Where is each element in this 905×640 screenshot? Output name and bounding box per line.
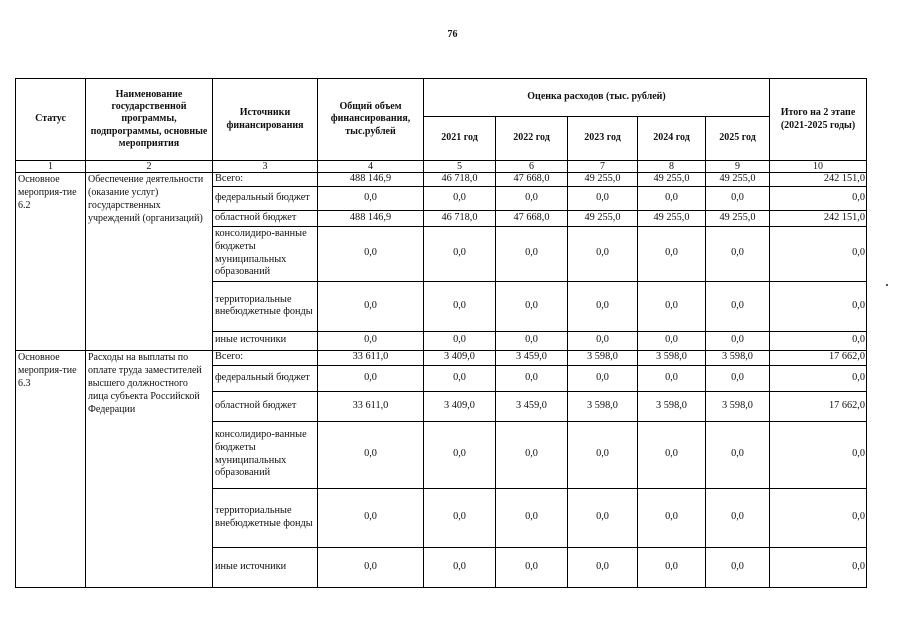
table-row — [16, 173, 867, 187]
header-total: Общий объем финансирования, тыс.рублей — [318, 79, 424, 161]
total-value-cell: 0,0 — [318, 331, 424, 350]
year-value-cell: 0,0 — [706, 281, 770, 331]
header-year-2025: 2025 год — [706, 117, 770, 161]
year-value-cell: 0,0 — [568, 421, 638, 488]
year-value-cell: 49 255,0 — [706, 173, 770, 187]
year-value-cell: 49 255,0 — [638, 173, 706, 187]
expenditure-table — [15, 78, 867, 588]
header-sources: Источники финансирования — [213, 79, 318, 161]
column-number: 3 — [213, 161, 318, 173]
year-value-cell: 46 718,0 — [424, 173, 496, 187]
column-number: 2 — [86, 161, 213, 173]
year-value-cell: 0,0 — [568, 331, 638, 350]
total-value-cell: 33 611,0 — [318, 391, 424, 421]
year-value-cell: 0,0 — [706, 186, 770, 210]
year-value-cell: 0,0 — [424, 421, 496, 488]
header-stage-total: Итого на 2 этапе (2021-2025 годы) — [770, 79, 867, 161]
header-program-name: Наименование государственной программы, подпрограммы, основные мероприятия — [86, 79, 213, 161]
total-value-cell: 0,0 — [318, 421, 424, 488]
stage-total-cell: 0,0 — [770, 421, 867, 488]
year-value-cell: 3 598,0 — [568, 350, 638, 365]
measure-title-cell: Обеспечение деятельности (оказание услуг) государственных учреждений (организаций) — [86, 173, 213, 351]
year-value-cell: 0,0 — [424, 186, 496, 210]
year-value-cell: 47 668,0 — [496, 210, 568, 226]
stage-total-cell: 0,0 — [770, 281, 867, 331]
year-value-cell: 0,0 — [706, 226, 770, 281]
year-value-cell: 3 598,0 — [638, 391, 706, 421]
year-value-cell: 47 668,0 — [496, 173, 568, 187]
column-number: 10 — [770, 161, 867, 173]
stage-total-cell: 0,0 — [770, 226, 867, 281]
total-value-cell: 0,0 — [318, 186, 424, 210]
total-value-cell: 33 611,0 — [318, 350, 424, 365]
header-year-2022: 2022 год — [496, 117, 568, 161]
funding-source-cell: иные источники — [213, 547, 318, 587]
year-value-cell: 0,0 — [638, 488, 706, 547]
total-value-cell: 0,0 — [318, 281, 424, 331]
header-estimate: Оценка расходов (тыс. рублей) — [424, 79, 770, 117]
header-year-2024: 2024 год — [638, 117, 706, 161]
funding-source-cell: иные источники — [213, 331, 318, 350]
year-value-cell: 0,0 — [638, 365, 706, 391]
year-value-cell: 0,0 — [706, 488, 770, 547]
year-value-cell: 3 459,0 — [496, 391, 568, 421]
year-value-cell: 3 598,0 — [706, 350, 770, 365]
year-value-cell: 0,0 — [706, 547, 770, 587]
header-year-2023: 2023 год — [568, 117, 638, 161]
column-number: 9 — [706, 161, 770, 173]
year-value-cell: 3 459,0 — [496, 350, 568, 365]
year-value-cell: 0,0 — [424, 547, 496, 587]
funding-source-cell: Всего: — [213, 350, 318, 365]
funding-source-cell: консолидиро-ванные бюджеты муниципальных образований — [213, 421, 318, 488]
year-value-cell: 0,0 — [424, 365, 496, 391]
stage-total-cell: 0,0 — [770, 331, 867, 350]
total-value-cell: 0,0 — [318, 488, 424, 547]
year-value-cell: 0,0 — [568, 186, 638, 210]
year-value-cell: 0,0 — [638, 226, 706, 281]
page-number: 76 — [447, 29, 458, 40]
stage-total-cell: 0,0 — [770, 488, 867, 547]
year-value-cell: 49 255,0 — [568, 173, 638, 187]
year-value-cell: 0,0 — [424, 226, 496, 281]
funding-source-cell: Всего: — [213, 173, 318, 187]
year-value-cell: 3 598,0 — [706, 391, 770, 421]
year-value-cell: 0,0 — [496, 331, 568, 350]
column-number: 6 — [496, 161, 568, 173]
funding-source-cell: федеральный бюджет — [213, 186, 318, 210]
funding-source-cell: областной бюджет — [213, 391, 318, 421]
status-cell: Основное мероприя-тие 6.3 — [16, 350, 86, 587]
stage-total-cell: 0,0 — [770, 547, 867, 587]
year-value-cell: 0,0 — [638, 331, 706, 350]
year-value-cell: 0,0 — [496, 226, 568, 281]
year-value-cell: 49 255,0 — [706, 210, 770, 226]
year-value-cell: 0,0 — [638, 186, 706, 210]
status-cell: Основное мероприя-тие 6.2 — [16, 173, 86, 351]
stage-total-cell: 17 662,0 — [770, 350, 867, 365]
stage-total-cell: 0,0 — [770, 365, 867, 391]
funding-source-cell: консолидиро-ванные бюджеты муниципальных образований — [213, 226, 318, 281]
column-number: 4 — [318, 161, 424, 173]
year-value-cell: 3 409,0 — [424, 391, 496, 421]
funding-source-cell: федеральный бюджет — [213, 365, 318, 391]
header-status: Статус — [16, 79, 86, 161]
year-value-cell: 49 255,0 — [568, 210, 638, 226]
column-number: 7 — [568, 161, 638, 173]
year-value-cell: 0,0 — [496, 365, 568, 391]
year-value-cell: 0,0 — [568, 226, 638, 281]
total-value-cell: 0,0 — [318, 547, 424, 587]
year-value-cell: 0,0 — [568, 488, 638, 547]
year-value-cell: 0,0 — [496, 281, 568, 331]
year-value-cell: 3 598,0 — [638, 350, 706, 365]
year-value-cell: 0,0 — [568, 547, 638, 587]
year-value-cell: 0,0 — [496, 421, 568, 488]
year-value-cell: 0,0 — [638, 547, 706, 587]
year-value-cell: 0,0 — [568, 365, 638, 391]
column-number: 8 — [638, 161, 706, 173]
stage-total-cell: 242 151,0 — [770, 210, 867, 226]
measure-title-cell: Расходы на выплаты по оплате труда заместителей высшего должностного лица субъекта Российской Федерации — [86, 350, 213, 587]
stage-total-cell: 0,0 — [770, 186, 867, 210]
table-body — [16, 173, 867, 588]
funding-source-cell: территориальные внебюджетные фонды — [213, 488, 318, 547]
total-value-cell: 488 146,9 — [318, 210, 424, 226]
year-value-cell: 0,0 — [638, 281, 706, 331]
stage-total-cell: 17 662,0 — [770, 391, 867, 421]
total-value-cell: 488 146,9 — [318, 173, 424, 187]
funding-source-cell: территориальные внебюджетные фонды — [213, 281, 318, 331]
column-number-row — [16, 161, 867, 173]
year-value-cell: 0,0 — [496, 547, 568, 587]
year-value-cell: 46 718,0 — [424, 210, 496, 226]
funding-source-cell: областной бюджет — [213, 210, 318, 226]
year-value-cell: 0,0 — [568, 281, 638, 331]
year-value-cell: 0,0 — [638, 421, 706, 488]
header-year-2021: 2021 год — [424, 117, 496, 161]
column-number: 1 — [16, 161, 86, 173]
stage-total-cell: 242 151,0 — [770, 173, 867, 187]
year-value-cell: 3 598,0 — [568, 391, 638, 421]
year-value-cell: 3 409,0 — [424, 350, 496, 365]
year-value-cell: 0,0 — [424, 281, 496, 331]
year-value-cell: 0,0 — [496, 488, 568, 547]
year-value-cell: 49 255,0 — [638, 210, 706, 226]
total-value-cell: 0,0 — [318, 365, 424, 391]
year-value-cell: 0,0 — [424, 488, 496, 547]
total-value-cell: 0,0 — [318, 226, 424, 281]
year-value-cell: 0,0 — [496, 186, 568, 210]
year-value-cell: 0,0 — [706, 365, 770, 391]
year-value-cell: 0,0 — [424, 331, 496, 350]
scan-speck — [886, 284, 888, 286]
year-value-cell: 0,0 — [706, 421, 770, 488]
table-row — [16, 350, 867, 365]
year-value-cell: 0,0 — [706, 331, 770, 350]
column-number: 5 — [424, 161, 496, 173]
